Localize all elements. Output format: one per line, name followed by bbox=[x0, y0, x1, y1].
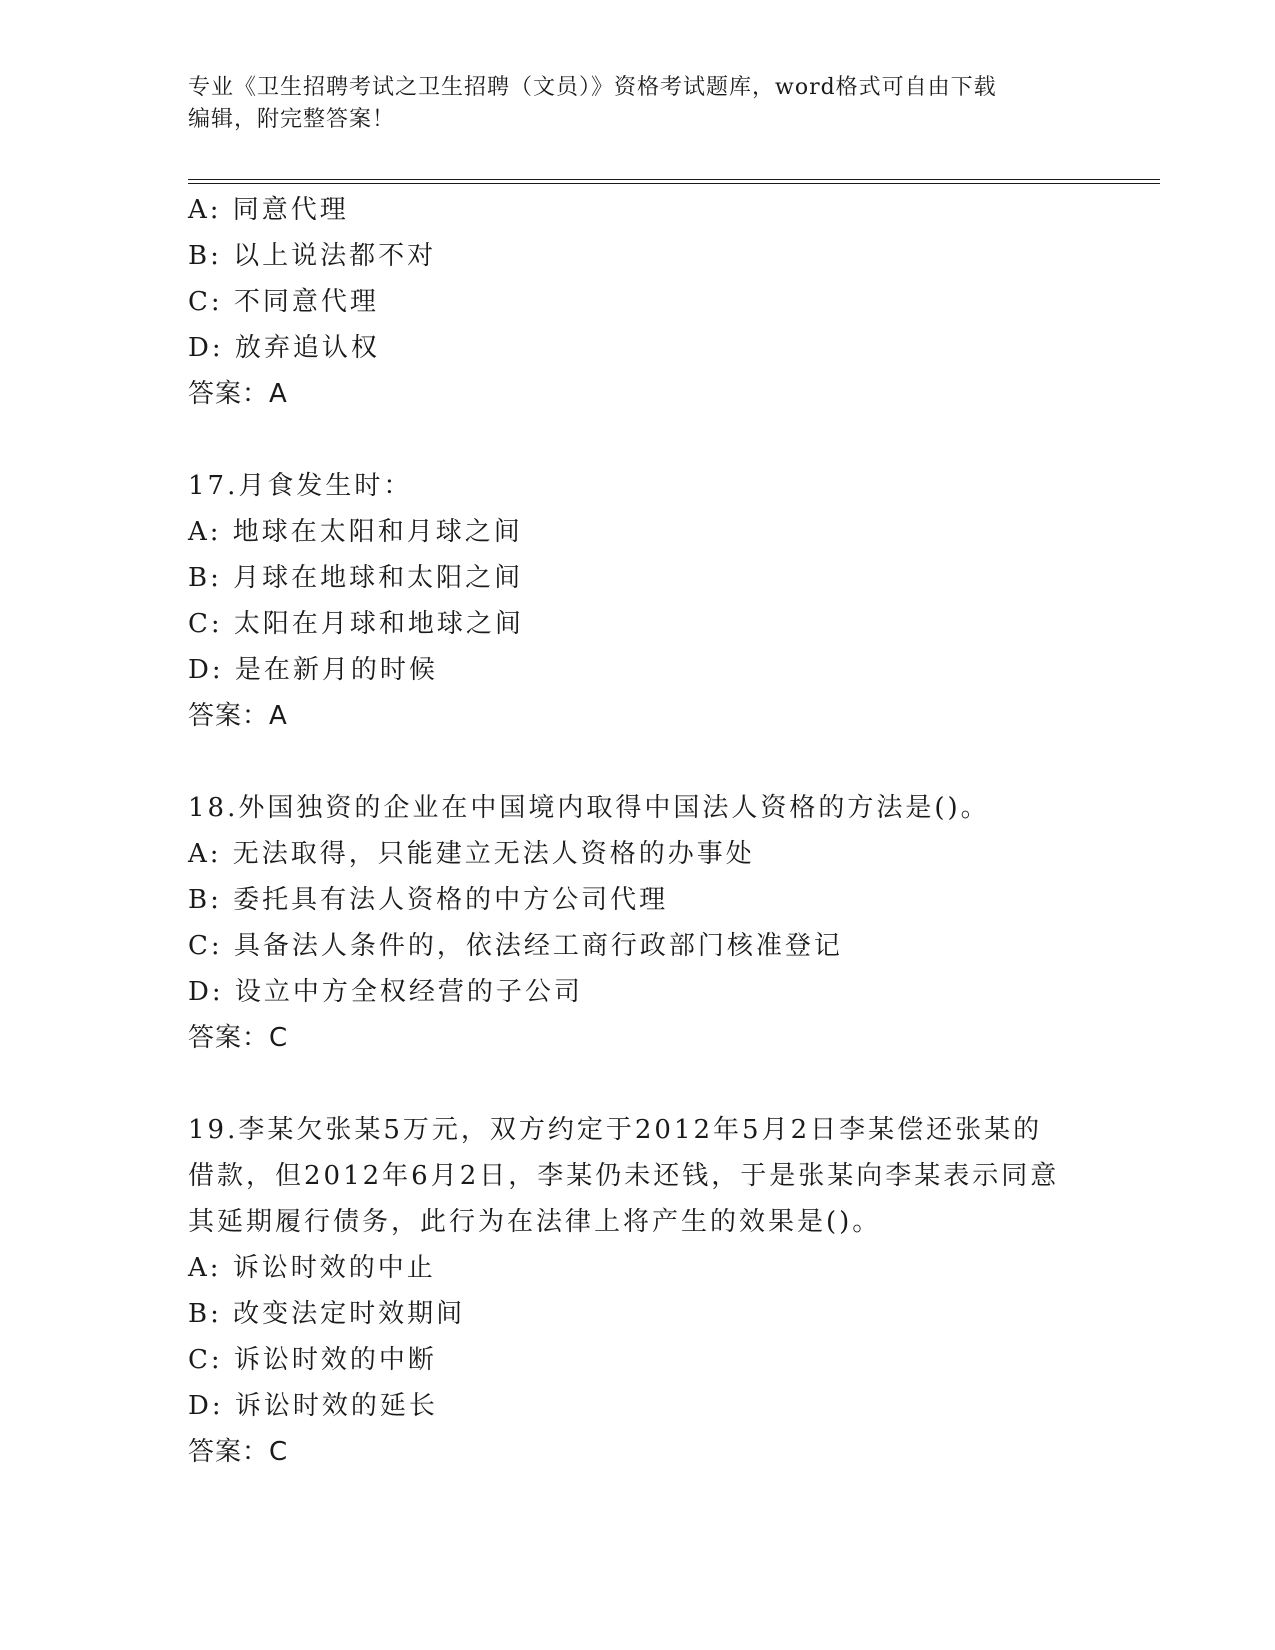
option-b: B: 月球在地球和太阳之间 bbox=[188, 563, 524, 593]
option-b: B: 委托具有法人资格的中方公司代理 bbox=[188, 885, 669, 915]
header-rule-bottom bbox=[188, 183, 1160, 184]
question-17 bbox=[188, 463, 1088, 739]
question-block-continued bbox=[188, 187, 1088, 417]
header-rule-top bbox=[188, 179, 1160, 180]
question-stem-line-1: 19.李某欠张某5万元，双方约定于2012年5月2日李某偿还张某的 bbox=[188, 1115, 1043, 1145]
question-stem: 18.外国独资的企业在中国境内取得中国法人资格的方法是()。 bbox=[188, 793, 990, 823]
answer: 答案：C bbox=[188, 1437, 289, 1467]
question-stem-line-3: 其延期履行债务，此行为在法律上将产生的效果是()。 bbox=[188, 1207, 882, 1237]
option-d: D: 是在新月的时候 bbox=[188, 655, 438, 685]
spacer bbox=[188, 417, 1088, 463]
option-a: A: 同意代理 bbox=[188, 195, 349, 225]
question-stem-line-2: 借款，但2012年6月2日，李某仍未还钱，于是张某向李某表示同意 bbox=[188, 1161, 1060, 1191]
spacer bbox=[188, 739, 1088, 785]
question-list bbox=[188, 187, 1088, 1475]
option-c: C: 诉讼时效的中断 bbox=[188, 1345, 437, 1375]
option-d: D: 放弃追认权 bbox=[188, 333, 380, 363]
answer: 答案：A bbox=[188, 379, 288, 409]
option-a: A: 地球在太阳和月球之间 bbox=[188, 517, 523, 547]
option-d: D: 诉讼时效的延长 bbox=[188, 1391, 438, 1421]
document-header bbox=[188, 72, 1088, 136]
question-18 bbox=[188, 785, 1088, 1061]
answer: 答案：A bbox=[188, 701, 288, 731]
option-c: C: 不同意代理 bbox=[188, 287, 379, 317]
option-c: C: 具备法人条件的，依法经工商行政部门核准登记 bbox=[188, 931, 843, 961]
option-d: D: 设立中方全权经营的子公司 bbox=[188, 977, 583, 1007]
header-line-1: 专业《卫生招聘考试之卫生招聘（文员）》资格考试题库，word格式可自由下载 bbox=[188, 75, 997, 100]
spacer bbox=[188, 1061, 1088, 1107]
answer: 答案：C bbox=[188, 1023, 289, 1053]
question-19 bbox=[188, 1107, 1088, 1475]
option-b: B: 以上说法都不对 bbox=[188, 241, 437, 271]
option-a: A: 诉讼时效的中止 bbox=[188, 1253, 436, 1283]
question-stem: 17.月食发生时： bbox=[188, 471, 413, 501]
option-c: C: 太阳在月球和地球之间 bbox=[188, 609, 524, 639]
header-line-2: 编辑，附完整答案！ bbox=[188, 107, 396, 132]
option-a: A: 无法取得，只能建立无法人资格的办事处 bbox=[188, 839, 755, 869]
option-b: B: 改变法定时效期间 bbox=[188, 1299, 466, 1329]
